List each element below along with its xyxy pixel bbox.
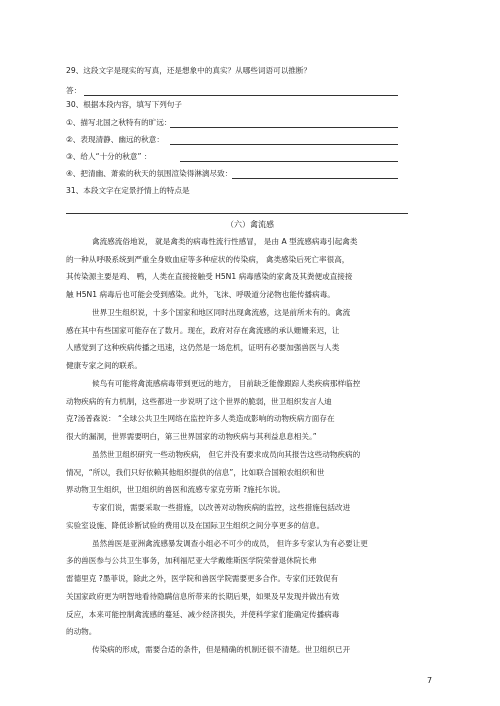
body-line: 的一种从呼吸系统到严重全身败血症等多种症状的传染病， 禽类感染后死亡率很高， xyxy=(66,255,350,264)
body-line: 很大的漏洞，世界需要明白，第三世界国家的动物疾病与其利益息息相关。” xyxy=(66,432,317,441)
body-line: 反应，本来可能控制禽流感的蔓延、减少经济损失，并使科学家们能确定传播病毒 xyxy=(66,610,340,619)
body-line: 实验室设施、降低诊断试验的费用以及在国际卫生组织之间分享更多的信息。 xyxy=(66,521,325,530)
question-30: 30、根据本段内容，填写下列句子 xyxy=(66,100,182,109)
answer-blank-line xyxy=(180,161,398,162)
body-line: 人感觉到了这种疾病传播之迅速，这仍然是一场危机，证明有必要加强兽医与人类 xyxy=(66,343,340,352)
body-line: 虽然兽医是亚洲禽流感暴发调查小组必不可少的成员， 但许多专家认为有必要让更 xyxy=(92,539,368,548)
answer-blank-line xyxy=(170,144,398,145)
body-line: 专家们说，需要采取一些措施，以改善对动物疾病的监控，这些措施包括改进 xyxy=(92,503,351,512)
question-31: 31、本段文字在定景抒情上的特点是 xyxy=(66,186,190,195)
body-line: 世界卫生组织说，十多个国家和地区同时出现禽流感，这是前所未有的。禽流 xyxy=(92,308,351,317)
body-line: 界动物卫生组织，世卫组织的兽医和流感专家克劳斯 ?施托尔说。 xyxy=(66,485,286,494)
question-30-item-1: ①、描写北国之秋特有的旷远： xyxy=(66,118,172,127)
body-line: 情况，“所以，我们只好依赖其他组织提供的信息”，比如联合国粮农组织和世 xyxy=(66,468,325,477)
answer-blank-line xyxy=(66,213,408,214)
body-line: 健康专家之间的联系。 xyxy=(66,361,142,370)
body-line: 感在其中有些国家可能存在了数月。现在，政府对存在禽流感的承认姗姗来迟，让 xyxy=(66,326,340,335)
section-title: （六）禽流感 xyxy=(226,220,274,229)
body-line: 虽然世卫组织研究一些动物疾病， 但它并没有要求成员向其报告这些动物疾病的 xyxy=(92,450,361,459)
question-30-item-2: ②、表现清静、幽远的秋意： xyxy=(66,135,164,144)
body-line: 触 H5N1 病毒后也可能会受到感染。此外，飞沫、呼吸道分泌物也能传播病毒。 xyxy=(66,290,335,299)
body-line: 的动物。 xyxy=(66,627,97,636)
question-30-item-3: ③、给人“十分的秋意” ： xyxy=(66,152,152,161)
question-29: 29、这段文字是现实的写真，还是想象中的真实？从哪些词语可以推断？ xyxy=(66,66,312,75)
body-line: 动物疾病的有力机制，这些都进一步说明了这个世界的脆弱，世卫组织发言人迪 xyxy=(66,397,332,406)
body-line: 雷德里克 ?墨菲说，除此之外，医学院和兽医学院需要更多合作。专家们还敦促有 xyxy=(66,574,339,583)
answer-blank-line xyxy=(170,127,398,128)
body-line: 关国家政府更为明智地看待隐瞒信息所带来的长期后果，如果及早发现并做出有效 xyxy=(66,592,340,601)
question-30-item-4: ④、把清幽、萧索的秋天的氛围渲染得淋漓尽致： xyxy=(66,169,233,178)
body-line: 其传染源主要是鸡、 鸭，人类在直接接触受 H5N1 病毒感染的家禽及其粪便或直接接 xyxy=(66,272,353,281)
answer-blank-line xyxy=(84,95,398,96)
body-line: 传染病的形成，需要合适的条件，但是精确的机制还很不清楚。世卫组织已开 xyxy=(92,645,351,654)
answer-label: 答： xyxy=(66,86,82,95)
body-line: 多的兽医参与公共卫生事务，加利福尼亚大学戴维斯医学院荣誉退休院长弗 xyxy=(66,556,317,565)
body-line: 克?汤普森说： “全球公共卫生网络在监控许多人类造成影响的动物疾病方面存在 xyxy=(66,414,335,423)
body-line: 禽流感流俗地说， 就是禽类的病毒性流行性感冒， 是由 A 型流感病毒引起禽类 xyxy=(92,237,358,246)
body-line: 候鸟有可能将禽流感病毒带到更远的地方， 目前缺乏能像跟踪人类疾病那样临控 xyxy=(92,379,361,388)
answer-blank-line xyxy=(232,178,398,179)
page-number: 7 xyxy=(427,676,433,685)
